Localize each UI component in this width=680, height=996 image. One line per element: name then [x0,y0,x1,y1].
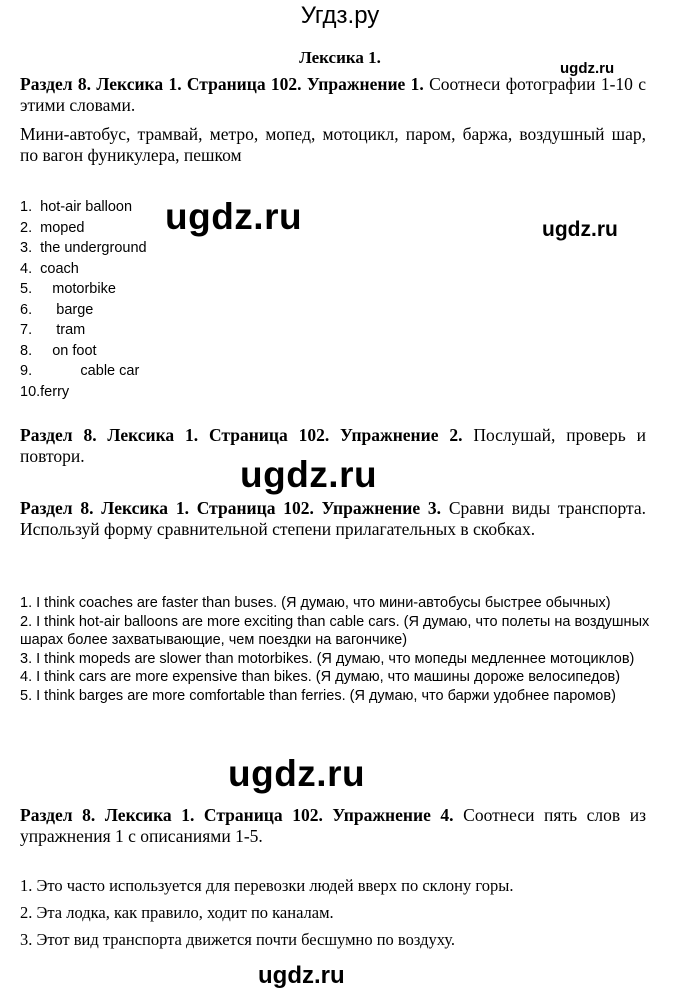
exercise-3-task: Сравни виды транспорта. Используй форму сравнительной степени прилагательных в скобках. [20,498,647,539]
exercise-1-task: Соотнеси фотографии 1-10 с этими словами. [20,74,646,115]
list-item: 3. the underground [20,240,147,256]
watermark: ugdz.ru [240,454,378,495]
list-item: 5. I think barges are more comfortable than ferries. (Я думаю, что баржи удобнее паромов) [20,687,616,704]
list-item: 3. Этот вид транспорта движется почти бесшумно по воздуху. [20,930,456,949]
list-item: 8. on foot [20,342,97,359]
list-item: 3. I think mopeds are slower than motorbikes. (Я думаю, что мопеды медленнее мотоциклов) [20,650,635,667]
lesson-title: Лексика 1. [299,48,381,67]
exercise-4-items [20,876,513,950]
exercise-2-heading: Раздел 8. Лексика 1. Страница 102. Упражнение 2. [20,425,463,445]
list-item: 4. coach [20,260,79,277]
exercise-1-heading: Раздел 8. Лексика 1. Страница 102. Упражнение 1. [20,74,424,94]
list-item: 5. motorbike [20,281,116,297]
watermark: ugdz.ru [560,60,615,77]
list-item: 1. I think coaches are faster than buses. (Я думаю, что мини-автобусы быстрее обычных) [20,595,611,611]
list-item: 9. cable car [20,363,140,379]
list-item: 7. tram [20,322,86,338]
watermark: ugdz.ru [258,962,345,989]
list-item: 2. moped [20,219,85,236]
list-item: 1. hot-air balloon [20,199,133,215]
watermark: ugdz.ru [228,753,366,794]
exercise-4-task: Соотнеси пять слов из упражнения 1 с описаниями 1-5. [20,805,647,846]
exercise-4-statement [20,805,646,847]
exercise-3-heading: Раздел 8. Лексика 1. Страница 102. Упражнение 3. [20,498,442,518]
list-item: 10.ferry [20,383,70,400]
list-item: 4. I think cars are more expensive than bikes. (Я думаю, что машины дороже велосипедов) [20,669,621,685]
exercise-4-heading: Раздел 8. Лексика 1. Страница 102. Упражнение 4. [20,805,454,825]
exercise-3-statement [20,498,646,540]
list-item: 6. barge [20,301,94,318]
exercise-2-task: Послушай, проверь и повтори. [20,425,646,466]
exercise-1-answers [20,197,147,402]
list-item: 2. Эта лодка, как правило, ходит по каналам. [20,903,334,922]
exercise-1-word-bank: Мини-автобус, трамвай, метро, мопед, мотоцикл, паром, баржа, воздушный шар, по вагон фуникулера, пешком [20,124,646,165]
list-item: 2. I think hot-air balloons are more exciting than cable cars. (Я думаю, что полеты на воздушных шарах более захватывающие, чем поездки на вагончике) [20,613,650,648]
watermark: ugdz.ru [542,218,618,241]
watermark: ugdz.ru [165,196,303,237]
site-title[interactable]: Угдз.ру [300,2,380,29]
list-item: 1. Это часто используется для перевозки людей вверх по склону горы. [20,876,514,895]
exercise-1-statement [20,74,646,116]
exercise-3-answers [20,594,660,705]
